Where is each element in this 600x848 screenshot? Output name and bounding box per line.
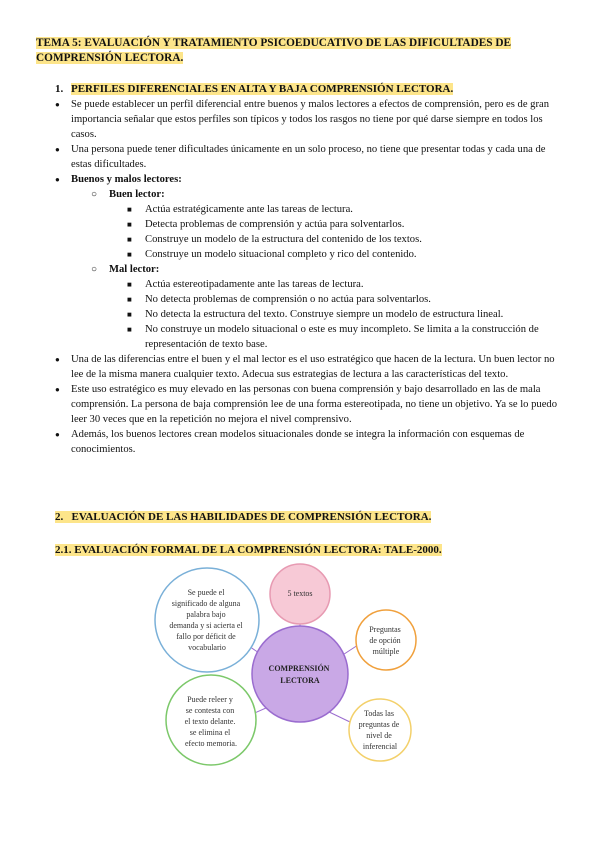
bullet-text: Se puede establecer un perfil diferencial entre buenos y malos lectores a efectos de comprensión, pero es de gran importancia señalar que estos perfiles son típicos y todos los rasgos no tiene por qué darse siempre en todos los casos. (71, 99, 549, 140)
circle-bullet-icon: ○ (91, 189, 98, 200)
center-circle (252, 626, 348, 722)
item-text: No construye un modelo situacional o este es muy incompleto. Se limita a la construcción de representación de texto base. (145, 324, 539, 350)
node-line: múltiple (372, 647, 400, 656)
title-text: TEMA 5: EVALUACIÓN Y TRATAMIENTO PSICOEDUCATIVO DE LAS DIFICULTADES DE COMPRENSIÓN LECTORA. (36, 37, 512, 64)
item-text: Construye un modelo de la estructura del contenido de los textos. (145, 234, 422, 245)
node-line: fallo por déficit de (176, 632, 236, 641)
center-line: LECTORA (280, 676, 320, 685)
square-bullet-icon: ■ (127, 280, 132, 289)
item-text: Construye un modelo situacional completo y rico del contenido. (145, 249, 417, 260)
node-line: vocabulario (188, 643, 226, 652)
bullet-text: Una persona puede tener dificultades únicamente en un solo proceso, no tiene que presentar todas y cada una de estas dificultades. (71, 144, 546, 170)
bullet-text: Buenos y malos lectores: (71, 174, 182, 185)
item-text: Actúa estratégicamente ante las tareas de lectura. (145, 204, 353, 215)
node-line: se elimina el (189, 728, 231, 737)
sub-label: Buen lector: (109, 189, 165, 200)
square-bullet-icon: ■ (127, 250, 132, 259)
section-2-title: EVALUACIÓN DE LAS HABILIDADES DE COMPRENSIÓN LECTORA. (71, 511, 432, 523)
node-line: demanda y si acierta el (169, 621, 243, 630)
square-bullet-icon: ■ (127, 325, 132, 334)
node-line: palabra bajo (186, 610, 226, 619)
square-bullet-icon: ■ (127, 205, 132, 214)
item-text: No detecta la estructura del texto. Construye siempre un modelo de estructura lineal. (145, 309, 504, 320)
square-bullet-icon: ■ (127, 295, 132, 304)
node-orange-label (369, 625, 403, 656)
node-line: Todas las (364, 709, 394, 718)
node-blue-circle (155, 568, 259, 672)
node-line: nivel de (366, 731, 392, 740)
node-line: 5 textos (287, 589, 313, 598)
node-line: Se puede el (187, 588, 225, 597)
section-2-1-title: 2.1. EVALUACIÓN FORMAL DE LA COMPRENSIÓN LECTORA: TALE-2000. (55, 544, 442, 556)
circle-bullet-icon: ○ (91, 264, 98, 275)
section-2-number: 2. (55, 511, 64, 523)
square-bullet-icon: ■ (127, 310, 132, 319)
node-line: Puede releer y (187, 695, 233, 704)
node-line: el texto delante. (184, 717, 236, 726)
sub-label: Mal lector: (109, 264, 160, 275)
item-text: No detecta problemas de comprensión o no actúa para solventarlos. (145, 294, 431, 305)
item-text: Actúa estereotipadamente ante las tareas de lectura. (145, 279, 364, 290)
node-line: Preguntas (369, 625, 401, 634)
node-line: efecto memoria. (185, 739, 237, 748)
item-text: Detecta problemas de comprensión y actúa para solventarlos. (145, 219, 405, 230)
node-line: de opción (369, 636, 401, 645)
bullet-text: Además, los buenos lectores crean modelos situacionales donde se integra la información con esquemas de conocimientos. (71, 429, 525, 455)
bullet-text: Una de las diferencias entre el buen y el mal lector es el uso estratégico que hacen de la lectura. Un buen lector no lee de la misma manera cualquier texto. Adecua sus estrategias de lectura a las características del texto. (71, 354, 555, 380)
node-pink-label (287, 589, 312, 598)
center-line: COMPRENSIÓN (268, 664, 330, 673)
section-1-number: 1. (55, 83, 64, 95)
node-line: se contesta con (185, 706, 235, 715)
bullet-text: Este uso estratégico es muy elevado en las personas con buena comprensión y bajo desarrollado en las de mala comprensión. La persona de baja comprensión lee de una forma estereotipada, no tiene un objetivo. Ya se lo puedo leer 30 veces que en la repetición no mejora el nivel comprensivo. (71, 384, 557, 425)
node-green-label (185, 695, 238, 748)
square-bullet-icon: ■ (127, 235, 132, 244)
node-line: preguntas de (358, 720, 400, 729)
section-1-title: PERFILES DIFERENCIALES EN ALTA Y BAJA COMPRENSIÓN LECTORA. (71, 83, 454, 95)
node-line: significado de alguna (171, 599, 241, 608)
node-line: inferencial (362, 742, 398, 751)
square-bullet-icon: ■ (127, 220, 132, 229)
